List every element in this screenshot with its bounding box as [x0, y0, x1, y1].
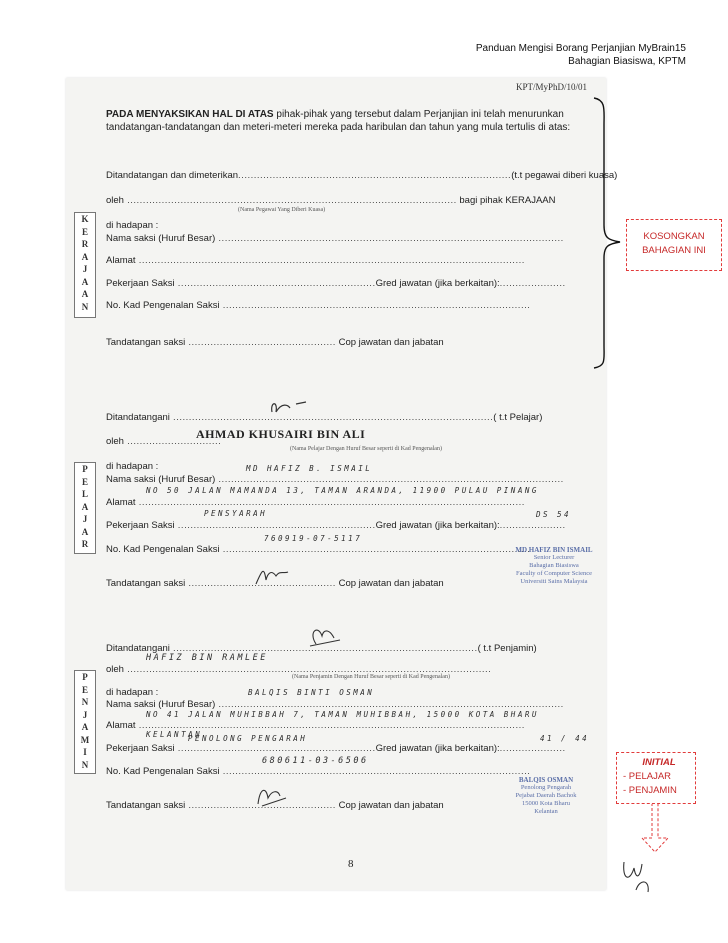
pelajar-witness-stamp: MD HAFIZ BIN ISMAIL Senior Lecturer Bahagian Biasiswa Faculty of Computer Science Universiti Sains Malaysia [515, 546, 593, 585]
form-code: KPT/MyPhD/10/01 [516, 82, 588, 92]
kerajaan-sign-line: Tandatangan saksi ............................................... Cop jawatan dan jabatan [106, 337, 444, 348]
penjamin-by-line: oleh .................................................................................................................... [106, 664, 492, 675]
side-label-pelajar: P E L A J A R [74, 462, 96, 554]
pelajar-signed-line: Ditandatangani ......................................................................................................( t.t Pelajar) [106, 412, 543, 423]
kerajaan-by-line: oleh ......................................................................................................... bagi pihak KERAJAAN [106, 195, 556, 206]
pelajar-grade: DS 54 [536, 510, 572, 519]
page-number: 8 [348, 858, 354, 870]
pelajar-ic: 760919-07-5117 [264, 534, 363, 543]
guide-header [386, 42, 686, 68]
penjamin-ic: 680611-03-6506 [262, 756, 369, 766]
intro-paragraph [106, 108, 606, 134]
penjamin-grade: 41 / 44 [540, 734, 590, 743]
pelajar-job: PENSYARAH [204, 509, 268, 518]
initial-arrow [642, 803, 668, 852]
callout-kosongkan: KOSONGKAN BAHAGIAN INI [626, 219, 722, 271]
side-label-penjamin: P E N J A M I N [74, 670, 96, 774]
penjamin-job: PENOLONG PENGARAH [188, 734, 308, 743]
penjamin-sign-line: Tandatangan saksi ............................................... Cop jawatan dan jabatan [106, 800, 444, 811]
intro-bold: PADA MENYAKSIKAN HAL DI ATAS [106, 109, 274, 120]
kerajaan-before-label: di hadapan : [106, 220, 159, 231]
pelajar-witness-name-line: Nama saksi (Huruf Besar) .............................................................................................................. [106, 474, 564, 485]
penjamin-address-line: Alamat ........................................................................................................................... [106, 720, 525, 731]
penjamin-before-label: di hadapan : [106, 687, 159, 698]
pelajar-sign-line: Tandatangan saksi ............................................... Cop jawatan dan jabatan [106, 578, 444, 589]
side-label-kerajaan: K E R A J A A N [74, 212, 96, 318]
guide-subtitle: Bahagian Biasiswa, KPTM [568, 56, 686, 67]
kerajaan-ic-line: No. Kad Pengenalan Saksi .................................................................................................. [106, 300, 531, 311]
penjamin-address: NO 41 JALAN MUHIBBAH 7, TAMAN MUHIBBAH, 15000 KOTA BHARU [146, 710, 539, 719]
kerajaan-job-line: Pekerjaan Saksi ...............................................................Gred jawatan (jika berkaitan):..................... [106, 278, 566, 289]
penjamin-by-caption: (Nama Penjamin Dengan Huruf Besar seperti di Kad Pengenalan) [292, 674, 450, 680]
pelajar-witness-name: MD HAFIZ B. ISMAIL [246, 464, 373, 473]
pelajar-address-line: Alamat ........................................................................................................................... [106, 497, 525, 508]
pelajar-by-line: oleh .............................. [106, 436, 222, 447]
pelajar-address: NO 50 JALAN MAMANDA 13, TAMAN ARANDA, 11900 PULAU PINANG [146, 486, 539, 495]
intro-text: pihak-pihak yang tersebut dalam Perjanjian ini telah menurunkan tandatangan-tandatangan dan meteri-meteri mereka pada haribulan dan tahun yang mula tertulis di atas: [106, 109, 571, 133]
penjamin-address-line2: KELANTAN [146, 730, 203, 739]
penjamin-witness-stamp: BALQIS OSMAN Penolong Pengarah Pejabat Daerah Bachok 15000 Kota Bharu Kelantan [515, 776, 577, 815]
pelajar-by-caption: (Nama Pelajar Dengan Huruf Besar seperti di Kad Pengenalan) [290, 446, 442, 452]
kerajaan-witness-name-line: Nama saksi (Huruf Besar) .............................................................................................................. [106, 233, 564, 244]
pelajar-ic-line: No. Kad Pengenalan Saksi .................................................................................................. [106, 544, 531, 555]
kerajaan-signed-line: Ditandatangan dan dimeterikan.......................................................................................(t.t pegawai diberi kuasa) [106, 170, 618, 181]
penjamin-witness-name: BALQIS BINTI OSMAN [248, 688, 375, 697]
penjamin-job-line: Pekerjaan Saksi ...............................................................Gred jawatan (jika berkaitan):..................... [106, 743, 566, 754]
guide-title: Panduan Mengisi Borang Perjanjian MyBrain15 [475, 43, 686, 54]
kerajaan-address-line: Alamat ........................................................................................................................... [106, 255, 525, 266]
kerajaan-by-caption: (Nama Pegawai Yang Diberi Kuasa) [238, 207, 326, 213]
initials-mark [624, 862, 649, 892]
penjamin-witness-name-line: Nama saksi (Huruf Besar) .............................................................................................................. [106, 699, 564, 710]
penjamin-name: HAFIZ BIN RAMLEE [146, 653, 268, 663]
pelajar-before-label: di hadapan : [106, 461, 159, 472]
pelajar-job-line: Pekerjaan Saksi ...............................................................Gred jawatan (jika berkaitan):..................... [106, 520, 566, 531]
pelajar-name: AHMAD KHUSAIRI BIN ALI [196, 427, 366, 441]
penjamin-signed-line: Ditandatangani .................................................................................................( t.t Penjamin) [106, 643, 537, 654]
callout-initial: INITIAL - PELAJAR - PENJAMIN [616, 752, 696, 804]
penjamin-ic-line: No. Kad Pengenalan Saksi .................................................................................................. [106, 766, 531, 777]
